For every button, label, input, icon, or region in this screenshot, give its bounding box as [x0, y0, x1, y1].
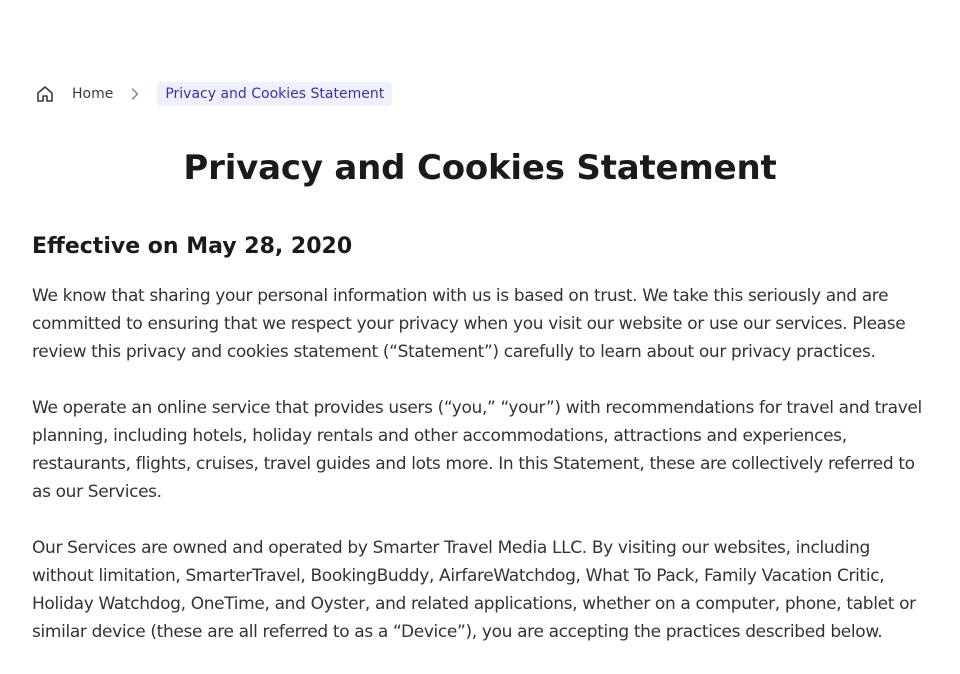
paragraph-intro: We know that sharing your personal information with us is based on trust. We take this seriously and are committed to ensuring that we respect your privacy when you visit our website or use our services. Please review this privacy and cookies statement (“Statement”) carefully to learn about our privacy practices. [32, 286, 906, 362]
paragraph-services: We operate an online service that provides users (“you,” “your”) with recommendations for travel and travel planning, including hotels, holiday rentals and other accommodations, attractions and experiences, restaurants, flights, cruises, travel guides and lots more. In this Statement, these are collectively referred to as our Services. [32, 398, 922, 502]
statement-content [32, 282, 932, 674]
chevron-right-icon [129, 87, 141, 101]
paragraph-ownership: Our Services are owned and operated by Smarter Travel Media LLC. By visiting our websites, including without limitation, SmarterTravel, BookingBuddy, AirfareWatchdog, What To Pack, Family Vacation Critic, Holiday Watchdog, OneTime, and Oyster, and related applications, whether on a computer, phone, tablet or similar device (these are all referred to as a “Device”), you are accepting the practices described below. [32, 538, 916, 642]
home-icon[interactable] [34, 83, 56, 105]
effective-date-heading: Effective on May 28, 2020 [32, 234, 353, 259]
page-title: Privacy and Cookies Statement [183, 148, 777, 188]
breadcrumb-home-link[interactable]: Home [72, 86, 114, 102]
breadcrumb-current-page[interactable]: Privacy and Cookies Statement [157, 82, 392, 106]
breadcrumb [34, 80, 392, 108]
